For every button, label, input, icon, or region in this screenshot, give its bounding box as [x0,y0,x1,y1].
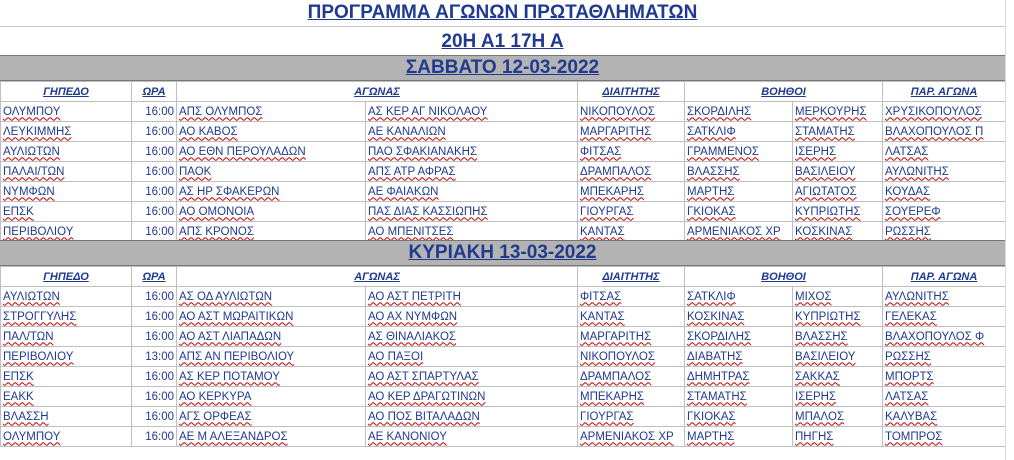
observer-cell[interactable]: ΑΥΛΩΝΙΤΗΣ [883,162,1006,182]
away-team-cell[interactable]: ΑΟ ΜΠΕΝΙΤΣΕΣ [366,222,578,242]
venue-cell[interactable]: ΠΕΡΙΒΟΛΙΟΥ [1,222,132,242]
referee-cell[interactable]: ΚΑΝΤΑΣ [578,307,685,327]
referee-cell[interactable]: ΝΙΚΟΠΟΥΛΟΣ [578,102,685,122]
referee-cell[interactable]: ΜΠΕΚΑΡΗΣ [578,182,685,202]
assistant-2-cell[interactable]: ΜΠΑΛΟΣ [793,407,883,427]
assistant-1-cell[interactable]: ΒΛΑΣΣΗΣ [685,162,793,182]
assistant-1-cell[interactable]: ΔΙΑΒΑΤΗΣ [685,347,793,367]
assistant-2-cell[interactable]: ΙΣΕΡΗΣ [793,387,883,407]
assistant-1-cell[interactable]: ΓΡΑΜΜΕΝΟΣ [685,142,793,162]
away-team-cell[interactable]: ΑΣ ΚΕΡ ΑΓ ΝΙΚΟΛΑΟΥ [366,102,578,122]
home-team-cell[interactable]: ΑΟ ΚΕΡΚΥΡΑ [177,387,366,407]
day-label-sunday: ΚΥΡΙΑΚΗ 13-03-2022 [408,242,597,263]
referee-cell[interactable]: ΦΙΤΣΑΣ [578,287,685,307]
away-team-cell[interactable]: ΑΣ ΘΙΝΑΛΙΑΚΟΣ [366,327,578,347]
home-team-cell[interactable]: ΑΠΣ ΚΡΟΝΟΣ [177,222,366,242]
observer-cell[interactable]: ΡΩΣΣΗΣ [883,222,1006,242]
table-row[interactable] [1,367,1006,387]
home-team-cell[interactable]: ΑΠΣ ΑΝ ΠΕΡΙΒΟΛΙΟΥ [177,347,366,367]
venue-cell[interactable]: ΟΛΥΜΠΟΥ [1,102,132,122]
assistant-1-cell[interactable]: ΣΑΤΚΛΙΦ [685,287,793,307]
away-team-cell[interactable]: ΠΑΣ ΔΙΑΣ ΚΑΣΣΙΩΠΗΣ [366,202,578,222]
table-row[interactable] [1,327,1006,347]
assistant-1-cell[interactable]: ΓΚΙΟΚΑΣ [685,202,793,222]
time-cell[interactable]: 16:00 [132,427,177,447]
away-team-cell[interactable]: ΑΟ ΑΣΤ ΣΠΑΡΤΥΛΑΣ [366,367,578,387]
header-referee: ΔΙΑΙΤΗΤΗΣ [578,82,685,102]
referee-cell[interactable]: ΔΡΑΜΠΑΛΟΣ [578,162,685,182]
home-team-cell[interactable]: ΑΣ ΗΡ ΣΦΑΚΕΡΩΝ [177,182,366,202]
assistant-1-cell[interactable]: ΑΡΜΕΝΙΑΚΟΣ ΧΡ [685,222,793,242]
venue-cell[interactable]: ΑΥΛΙΩΤΩΝ [1,142,132,162]
referee-cell[interactable]: ΓΙΟΥΡΓΑΣ [578,407,685,427]
home-team-cell[interactable]: ΑΟ ΚΑΒΟΣ [177,122,366,142]
observer-cell[interactable]: ΑΥΛΩΝΙΤΗΣ [883,287,1006,307]
venue-cell[interactable]: ΕΑΚΚ [1,387,132,407]
referee-cell[interactable]: ΓΙΟΥΡΓΑΣ [578,202,685,222]
table-row[interactable] [1,347,1006,367]
away-team-cell[interactable]: ΑΕ ΚΑΝΟΝΙΟΥ [366,427,578,447]
away-team-cell[interactable]: ΑΟ ΠΑΞΟΙ [366,347,578,367]
time-cell[interactable]: 16:00 [132,367,177,387]
assistant-2-cell[interactable]: ΒΛΑΣΣΗΣ [793,327,883,347]
observer-cell[interactable]: ΛΑΤΣΑΣ [883,387,1006,407]
observer-cell[interactable]: ΧΡΥΣΙΚΟΠΟΥΛΟΣ [883,102,1006,122]
assistant-1-cell[interactable]: ΣΑΤΚΛΙΦ [685,122,793,142]
away-team-cell[interactable]: ΑΕ ΚΑΝΑΛΙΩΝ [366,122,578,142]
referee-cell[interactable]: ΦΙΤΣΑΣ [578,142,685,162]
assistant-1-cell[interactable]: ΜΑΡΤΗΣ [685,182,793,202]
header-time: ΩΡΑ [132,82,177,102]
away-team-cell[interactable]: ΑΟ ΚΕΡ ΔΡΑΓΩΤΙΝΩΝ [366,387,578,407]
header-observer: ΠΑΡ. ΑΓΩΝΑ [883,267,1006,287]
away-team-cell[interactable]: ΠΑΟ ΣΦΑΚΙΑΝΑΚΗΣ [366,142,578,162]
assistant-1-cell[interactable]: ΣΚΟΡΔΙΛΗΣ [685,327,793,347]
home-team-cell[interactable]: ΑΠΣ ΟΛΥΜΠΟΣ [177,102,366,122]
page-title: ΠΡΟΓΡΑΜΜΑ ΑΓΩΝΩΝ ΠΡΩΤΑΘΛΗΜΑΤΩΝ [307,2,698,23]
header-observer: ΠΑΡ. ΑΓΩΝΑ [883,82,1006,102]
time-cell[interactable]: 13:00 [132,347,177,367]
venue-cell[interactable]: ΕΠΣΚ [1,202,132,222]
header-row [1,267,1006,287]
header-venue: ΓΗΠΕΔΟ [1,82,132,102]
observer-cell[interactable]: ΡΩΣΣΗΣ [883,347,1006,367]
header-match: ΑΓΩΝΑΣ [177,82,578,102]
time-cell[interactable]: 16:00 [132,142,177,162]
row-divider [0,26,1005,27]
home-team-cell[interactable]: ΠΑΟΚ [177,162,366,182]
venue-cell[interactable]: ΠΑΛ/ΤΩΝ [1,327,132,347]
assistant-2-cell[interactable]: ΣΤΑΜΑΤΗΣ [793,122,883,142]
table-row[interactable] [1,287,1006,307]
referee-cell[interactable]: ΜΑΡΓΑΡΙΤΗΣ [578,327,685,347]
home-team-cell[interactable]: ΑΟ ΟΜΟΝΟΙΑ [177,202,366,222]
header-assistants: ΒΟΗΘΟΙ [685,267,883,287]
time-cell[interactable]: 16:00 [132,202,177,222]
assistant-1-cell[interactable]: ΔΗΜΗΤΡΑΣ [685,367,793,387]
observer-cell[interactable]: ΒΛΑΧΟΠΟΥΛΟΣ Φ [883,327,1006,347]
assistant-2-cell[interactable]: ΚΟΣΚΙΝΑΣ [793,222,883,242]
time-cell[interactable]: 16:00 [132,327,177,347]
time-cell[interactable]: 16:00 [132,387,177,407]
page-subtitle: 20Η Α1 17Η Α [441,31,564,52]
home-team-cell[interactable]: ΑΟ ΕΘΝ ΠΕΡΟΥΛΑΔΩΝ [177,142,366,162]
assistant-2-cell[interactable]: ΑΓΙΩΤΑΤΟΣ [793,182,883,202]
home-team-cell[interactable]: ΑΕ Μ ΑΛΕΞΑΝΔΡΟΣ [177,427,366,447]
home-team-cell[interactable]: ΑΟ ΑΣΤ ΜΩΡΑΙΤΙΚΩΝ [177,307,366,327]
assistant-2-cell[interactable]: ΜΕΡΚΟΥΡΗΣ [793,102,883,122]
assistant-1-cell[interactable]: ΣΤΑΜΑΤΗΣ [685,387,793,407]
away-team-cell[interactable]: ΑΠΣ ΑΤΡ ΑΦΡΑΣ [366,162,578,182]
observer-cell[interactable]: ΓΕΛΕΚΑΣ [883,307,1006,327]
away-team-cell[interactable]: ΑΟ ΑΣΤ ΠΕΤΡΙΤΗ [366,287,578,307]
referee-cell[interactable]: ΝΙΚΟΠΟΥΛΟΣ [578,347,685,367]
assistant-2-cell[interactable]: ΚΥΠΡΙΩΤΗΣ [793,202,883,222]
assistant-2-cell[interactable]: ΒΑΣΙΛΕΙΟΥ [793,347,883,367]
table-row[interactable] [1,307,1006,327]
table-row[interactable] [1,222,1006,242]
assistant-2-cell[interactable]: ΜΙΧΟΣ [793,287,883,307]
table-row[interactable] [1,202,1006,222]
table-row[interactable] [1,387,1006,407]
header-venue: ΓΗΠΕΔΟ [1,267,132,287]
assistant-2-cell[interactable]: ΣΑΚΚΑΣ [793,367,883,387]
referee-cell[interactable]: ΑΡΜΕΝΙΑΚΟΣ ΧΡ [578,427,685,447]
time-cell[interactable]: 16:00 [132,162,177,182]
time-cell[interactable]: 16:00 [132,222,177,242]
venue-cell[interactable]: ΛΕΥΚΙΜΜΗΣ [1,122,132,142]
day-band-sunday [0,240,1005,266]
table-row[interactable] [1,102,1006,122]
away-team-cell[interactable]: ΑΟ ΑΧ ΝΥΜΦΩΝ [366,307,578,327]
schedule-table-sunday [0,266,1006,447]
header-assistants: ΒΟΗΘΟΙ [685,82,883,102]
home-team-cell[interactable]: ΑΟ ΑΣΤ ΛΙΑΠΑΔΩΝ [177,327,366,347]
observer-cell[interactable]: ΚΟΥΔΑΣ [883,182,1006,202]
observer-cell[interactable]: ΚΑΛΥΒΑΣ [883,407,1006,427]
observer-cell[interactable]: ΛΑΤΣΑΣ [883,142,1006,162]
time-cell[interactable]: 16:00 [132,182,177,202]
assistant-1-cell[interactable]: ΜΑΡΤΗΣ [685,427,793,447]
time-cell[interactable]: 16:00 [132,307,177,327]
table-row[interactable] [1,407,1006,427]
referee-cell[interactable]: ΜΠΕΚΑΡΗΣ [578,387,685,407]
day-label-saturday: ΣΑΒΒΑΤΟ 12-03-2022 [405,57,600,78]
assistant-1-cell[interactable]: ΚΟΣΚΙΝΑΣ [685,307,793,327]
venue-cell[interactable]: ΠΑΛΑΙ/ΤΩΝ [1,162,132,182]
venue-cell[interactable]: ΟΛΥΜΠΟΥ [1,427,132,447]
venue-cell[interactable]: ΝΥΜΦΩΝ [1,182,132,202]
table-row[interactable] [1,182,1006,202]
assistant-1-cell[interactable]: ΓΚΙΟΚΑΣ [685,407,793,427]
observer-cell[interactable]: ΤΟΜΠΡΟΣ [883,427,1006,447]
away-team-cell[interactable]: ΑΕ ΦΑΙΑΚΩΝ [366,182,578,202]
rows-saturday [1,102,1006,242]
table-row[interactable] [1,142,1006,162]
home-team-cell[interactable]: ΑΓΣ ΟΡΦΕΑΣ [177,407,366,427]
observer-cell[interactable]: ΣΟΥΕΡΕΦ [883,202,1006,222]
day-band-saturday [0,55,1005,81]
observer-cell[interactable]: ΜΠΟΡΤΣ [883,367,1006,387]
observer-cell[interactable]: ΒΛΑΧΟΠΟΥΛΟΣ Π [883,122,1006,142]
assistant-1-cell[interactable]: ΣΚΟΡΔΙΛΗΣ [685,102,793,122]
time-cell[interactable]: 16:00 [132,102,177,122]
table-row[interactable] [1,427,1006,447]
assistant-2-cell[interactable]: ΚΥΠΡΙΩΤΗΣ [793,307,883,327]
home-team-cell[interactable]: ΑΣ ΚΕΡ ΠΟΤΑΜΟΥ [177,367,366,387]
table-row[interactable] [1,122,1006,142]
assistant-2-cell[interactable]: ΙΣΕΡΗΣ [793,142,883,162]
sheet-right-edge [1005,0,1014,460]
assistant-2-cell[interactable]: ΒΑΣΙΛΕΙΟΥ [793,162,883,182]
venue-cell[interactable]: ΑΥΛΙΩΤΩΝ [1,287,132,307]
venue-cell[interactable]: ΕΠΣΚ [1,367,132,387]
venue-cell[interactable]: ΣΤΡΟΓΓΥΛΗΣ [1,307,132,327]
venue-cell[interactable]: ΒΛΑΣΣΗ [1,407,132,427]
time-cell[interactable]: 16:00 [132,122,177,142]
assistant-2-cell[interactable]: ΠΗΓΗΣ [793,427,883,447]
referee-cell[interactable]: ΔΡΑΜΠΑΛΟΣ [578,367,685,387]
referee-cell[interactable]: ΜΑΡΓΑΡΙΤΗΣ [578,122,685,142]
rows-sunday [1,287,1006,447]
referee-cell[interactable]: ΚΑΝΤΑΣ [578,222,685,242]
venue-cell[interactable]: ΠΕΡΙΒΟΛΙΟΥ [1,347,132,367]
schedule-table-saturday [0,81,1006,242]
header-match: ΑΓΩΝΑΣ [177,267,578,287]
header-referee: ΔΙΑΙΤΗΤΗΣ [578,267,685,287]
header-time: ΩΡΑ [132,267,177,287]
away-team-cell[interactable]: ΑΟ ΠΟΣ ΒΙΤΑΛΑΔΩΝ [366,407,578,427]
home-team-cell[interactable]: ΑΣ ΟΔ ΑΥΛΙΩΤΩΝ [177,287,366,307]
header-row [1,82,1006,102]
table-row[interactable] [1,162,1006,182]
time-cell[interactable]: 16:00 [132,287,177,307]
time-cell[interactable]: 16:00 [132,407,177,427]
